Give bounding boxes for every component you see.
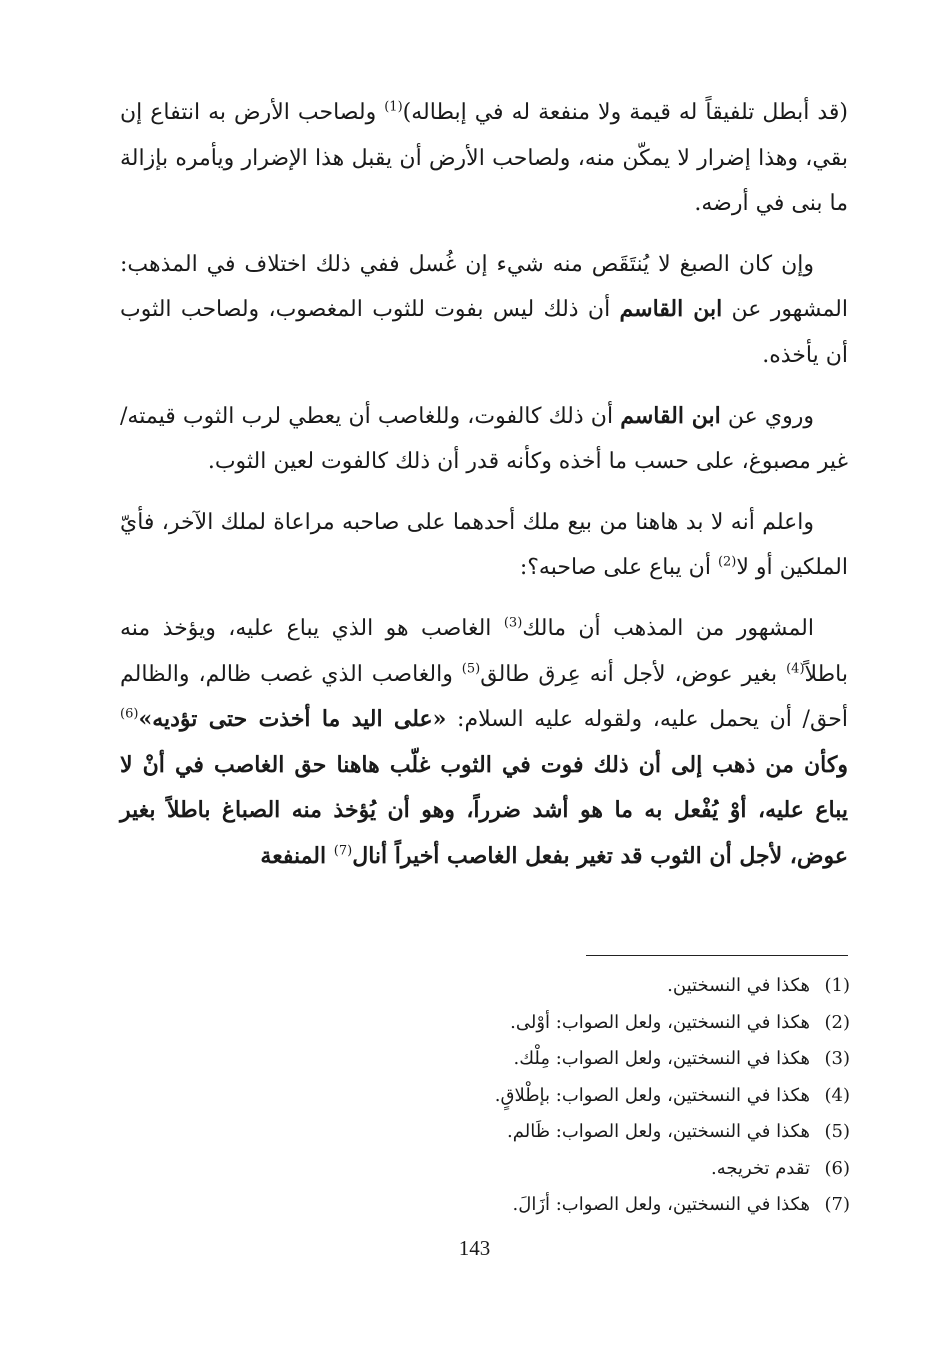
text-segment: المشهور من المذهب أن مالك bbox=[522, 615, 814, 641]
footnote bbox=[200, 968, 850, 1005]
paragraph bbox=[120, 606, 848, 880]
paragraph bbox=[120, 394, 848, 485]
footnote bbox=[200, 1151, 850, 1188]
text-segment: أن ذلك كالفوت، وللغاصب أن يعطي لرب الثوب قيمته/ غير مصبوغ، على حسب ما أخذه وكأنه قدر أن ذلك كالفوت لعين الثوب. bbox=[120, 403, 848, 475]
footnote-number: (4) bbox=[824, 1084, 850, 1106]
footnote-ref: (1) bbox=[384, 99, 403, 115]
footnote-number: (5) bbox=[824, 1121, 850, 1142]
bold-text: ابن القاسم bbox=[620, 402, 721, 429]
footnote-text: هكذا في النسختين. bbox=[667, 975, 810, 996]
text-segment: بغير عوض، لأجل أنه عِرق طالق bbox=[480, 661, 787, 687]
text-segment: أن يباع على صاحبه؟: bbox=[519, 555, 718, 581]
footnote-ref: (4) bbox=[786, 661, 805, 677]
main-text bbox=[120, 90, 848, 895]
footnote bbox=[200, 1041, 850, 1078]
footnote-number: (2) bbox=[824, 1011, 850, 1033]
footnote bbox=[200, 1114, 850, 1151]
text-segment: واعلم أنه لا بد هاهنا من بيع ملك أحدهما على صاحبه مراعاة لملك الآخر، فأيّ الملكين أو لا bbox=[120, 509, 848, 581]
text-segment: وإن كان الصبغ لا يُنتَقَص منه شيء إن غُسل ففي ذلك اختلاف في المذهب: المشهور عن bbox=[120, 251, 848, 323]
footnote-ref: (5) bbox=[461, 661, 481, 677]
text-segment: وروي عن bbox=[720, 403, 815, 429]
text-segment: ولصاحب الأرض به انتفاع إن بقي، وهذا إضرار لا يمكّن منه، ولصاحب الأرض أن يقبل هذا الإضرار ويأمره بإزالة ما بنى في أرضه. bbox=[120, 100, 848, 217]
footnote-number: (3) bbox=[824, 1048, 850, 1069]
text-segment: أن ذلك ليس بفوت للثوب المغصوب، ولصاحب الثوب أن يأخذه. bbox=[120, 297, 848, 368]
paragraph bbox=[120, 90, 848, 227]
bold-text: وكأن من ذهب إلى أن ذلك فوت في الثوب غلّب هاهنا حق الغاصب في أنْ لا يباع عليه، أوْ يُفْعل به ما هو أشد ضرراً، وهو أن يُؤخذ منه الصباغ باطلاً بغير عوض، لأجل أن الثوب قد تغير بفعل الغاصب أخيراً أنال bbox=[120, 751, 848, 869]
paragraph bbox=[120, 500, 848, 591]
footnote-text: هكذا في النسختين، ولعل الصواب: مِلْك. bbox=[513, 1048, 810, 1069]
footnote bbox=[200, 1078, 850, 1115]
footnote-ref: (2) bbox=[717, 555, 737, 571]
footnote-number: (1) bbox=[824, 975, 850, 996]
bold-text: «على اليد ما أخذت حتى تؤديه» bbox=[138, 706, 447, 733]
footnote-ref: (6) bbox=[120, 706, 139, 722]
text-segment: والغاصب الذي غصب ظالم، والظالم أحق/ أن يحمل عليه، ولقوله عليه السلام: bbox=[120, 661, 849, 733]
footnote-text: تقدم تخريجه. bbox=[711, 1157, 810, 1179]
footnote-separator bbox=[586, 955, 848, 956]
footnote-text: هكذا في النسختين، ولعل الصواب: أوْلى. bbox=[510, 1011, 810, 1033]
footnote bbox=[200, 1187, 850, 1224]
footnote-text: هكذا في النسختين، ولعل الصواب: بإطْلاقٍ. bbox=[494, 1084, 810, 1106]
footnote bbox=[200, 1005, 850, 1042]
footnote-ref: (3) bbox=[503, 615, 523, 631]
text-segment: الغاصب هو الذي يباع عليه، ويؤخذ منه باطلاً bbox=[120, 615, 848, 687]
footnote-number: (7) bbox=[824, 1194, 850, 1215]
page-number: 143 bbox=[458, 1236, 491, 1260]
paragraph bbox=[120, 242, 848, 379]
footnote-text: هكذا في النسختين، ولعل الصواب: ظَالم. bbox=[507, 1121, 810, 1142]
footnotes bbox=[200, 968, 850, 1224]
text-segment: (قد أبطل تلفيقاً له قيمة ولا منفعة له في إبطاله) bbox=[402, 100, 848, 125]
bold-text: المنفعة bbox=[260, 842, 334, 869]
footnote-number: (6) bbox=[824, 1157, 850, 1179]
footnote-ref: (7) bbox=[333, 843, 353, 859]
bold-text: ابن القاسم bbox=[619, 296, 723, 323]
footnote-text: هكذا في النسختين، ولعل الصواب: أزَالَ. bbox=[512, 1194, 810, 1215]
